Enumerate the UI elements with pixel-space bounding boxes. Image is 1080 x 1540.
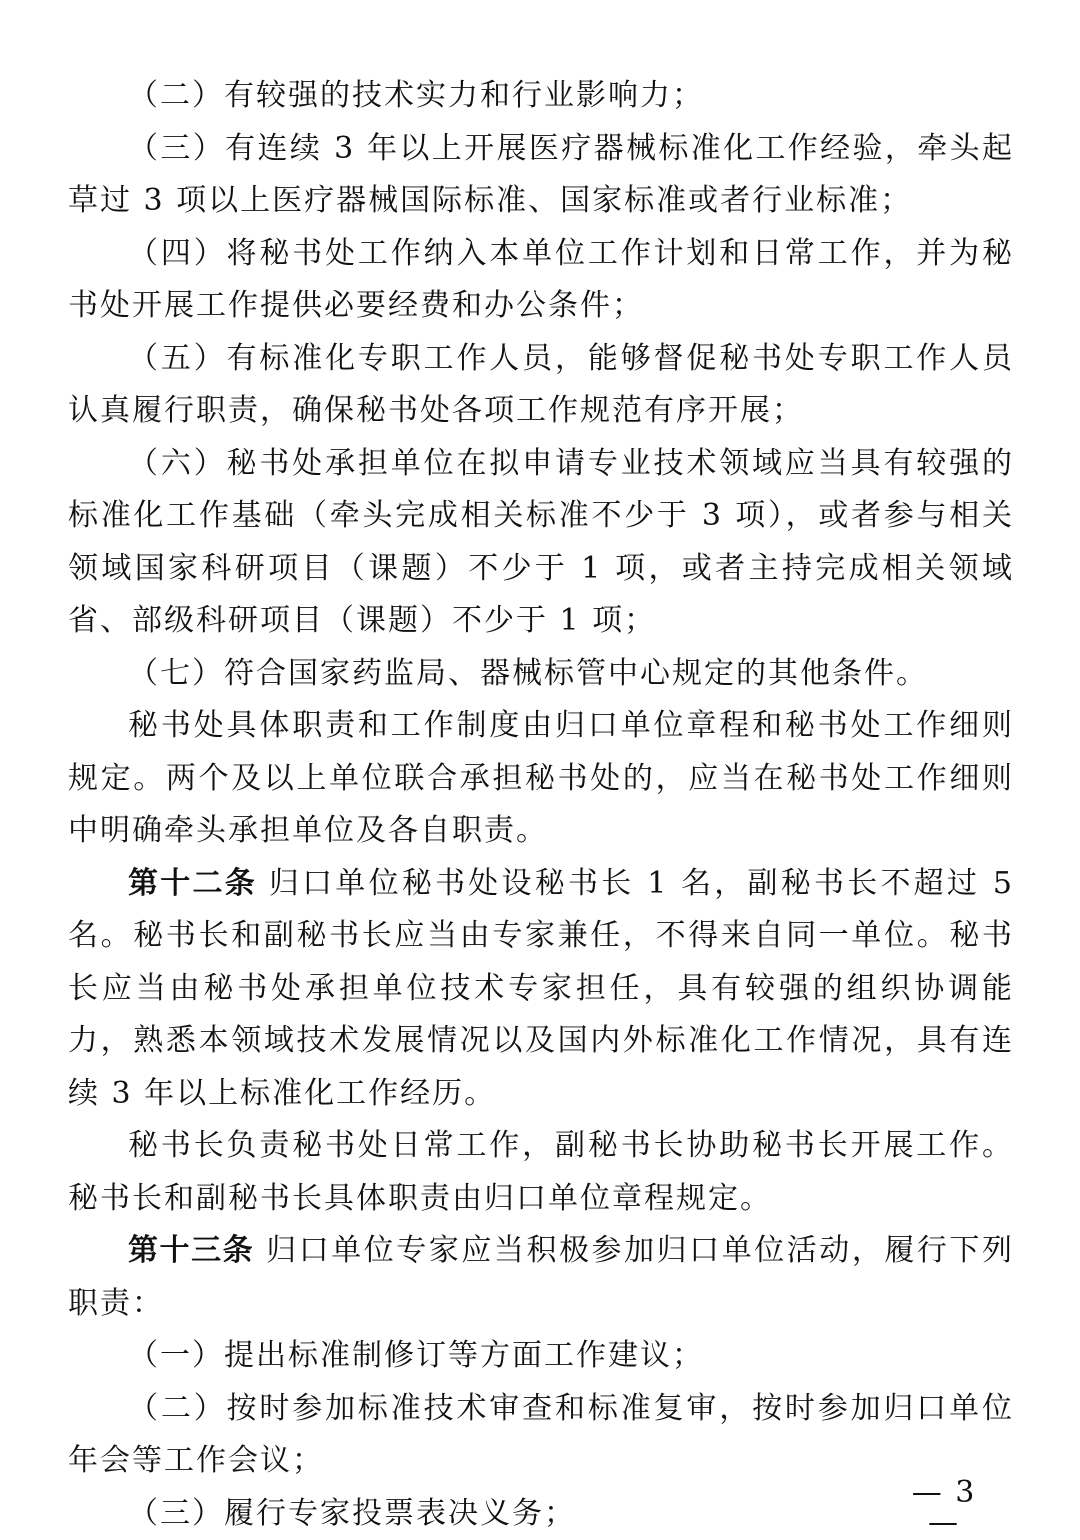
list-item: （五）有标准化专职工作人员，能够督促秘书处专职工作人员认真履行职责，确保秘书处各项工作规范有序开展； <box>68 333 1014 438</box>
body-paragraph: 秘书长负责秘书处日常工作，副秘书长协助秘书长开展工作。秘书长和副秘书长具体职责由归口单位章程规定。 <box>68 1120 1014 1225</box>
article-heading: 第十三条 <box>128 1233 254 1268</box>
document-body <box>68 70 1014 1540</box>
article-text: 归口单位秘书处设秘书长 1 名，副秘书长不超过 5 名。秘书长和副秘书长应当由专家兼任，不得来自同一单位。秘书长应当由秘书处承担单位技术专家担任，具有较强的组织协调能力，熟悉本领域技术发展情况以及国内外标准化工作情况，具有连续 3 年以上标准化工作经历。 <box>68 866 1014 1111</box>
page-number: — 3 — <box>898 1478 990 1538</box>
list-item: （一）提出标准制修订等方面工作建议； <box>68 1330 1014 1383</box>
list-item: （三）履行专家投票表决义务； <box>68 1488 1014 1540</box>
list-item: （六）秘书处承担单位在拟申请专业技术领域应当具有较强的标准化工作基础（牵头完成相关标准不少于 3 项），或者参与相关领域国家科研项目（课题）不少于 1 项，或者主持完成相关领域省、部级科研项目（课题）不少于 1 项； <box>68 438 1014 648</box>
article-heading: 第十二条 <box>128 866 257 901</box>
list-item: （二）按时参加标准技术审查和标准复审，按时参加归口单位年会等工作会议； <box>68 1383 1014 1488</box>
list-item: （七）符合国家药监局、器械标管中心规定的其他条件。 <box>68 648 1014 701</box>
body-paragraph: 秘书处具体职责和工作制度由归口单位章程和秘书处工作细则规定。两个及以上单位联合承担秘书处的，应当在秘书处工作细则中明确牵头承担单位及各自职责。 <box>68 700 1014 858</box>
list-item: （四）将秘书处工作纳入本单位工作计划和日常工作，并为秘书处开展工作提供必要经费和办公条件； <box>68 228 1014 333</box>
article-text: 归口单位专家应当积极参加归口单位活动，履行下列职责： <box>68 1233 1014 1321</box>
article-paragraph <box>68 858 1014 1121</box>
list-item: （三）有连续 3 年以上开展医疗器械标准化工作经验，牵头起草过 3 项以上医疗器械国际标准、国家标准或者行业标准； <box>68 123 1014 228</box>
article-paragraph <box>68 1225 1014 1330</box>
list-item: （二）有较强的技术实力和行业影响力； <box>68 70 1014 123</box>
